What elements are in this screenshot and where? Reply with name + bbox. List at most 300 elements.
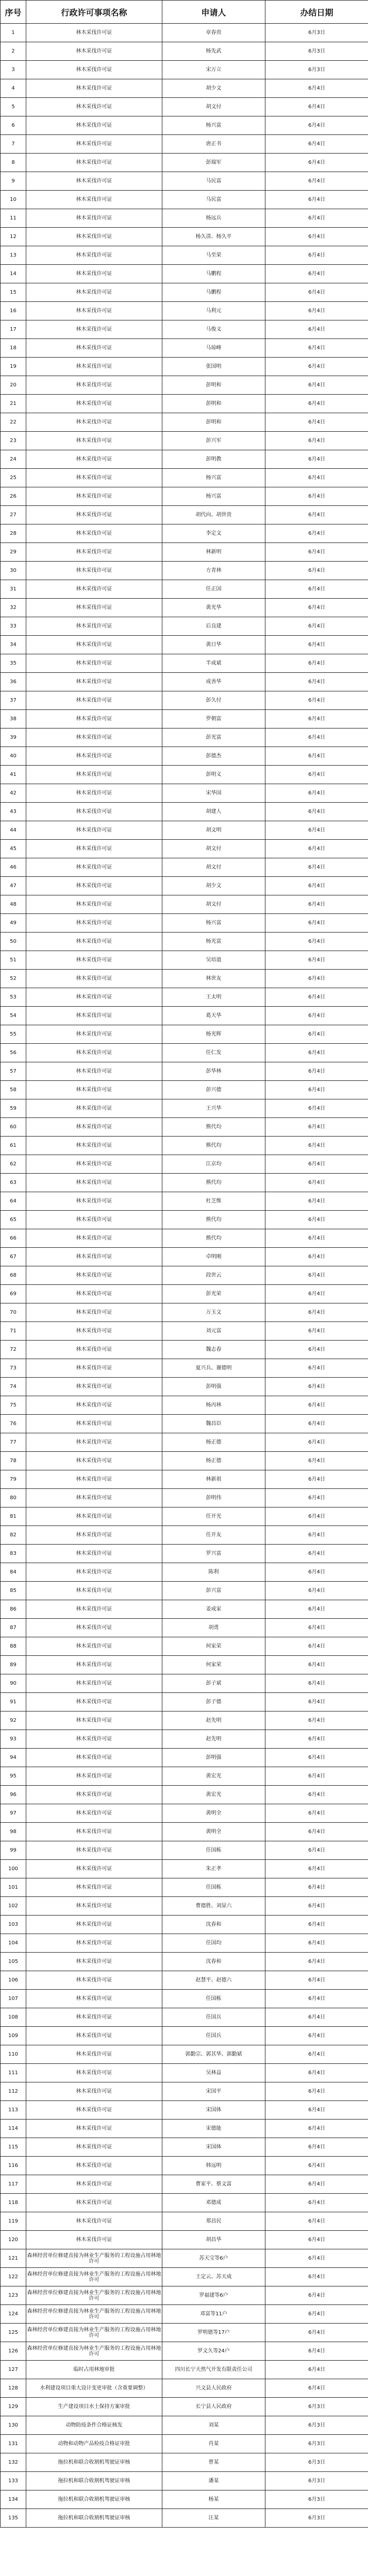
- cell-permit-item: 林木采伐许可证: [26, 1062, 162, 1081]
- cell-permit-item: 林木采伐许可证: [26, 1749, 162, 1767]
- cell-permit-item: 林木采伐许可证: [26, 1730, 162, 1749]
- cell-permit-item: 林木采伐许可证: [26, 988, 162, 1007]
- cell-completion-date: 6月4日: [265, 172, 368, 191]
- cell-permit-item: 林木采伐许可证: [26, 2027, 162, 2045]
- table-row: [1, 2342, 368, 2361]
- cell-completion-date: 6月4日: [265, 1860, 368, 1878]
- cell-completion-date: 6月4日: [265, 413, 368, 432]
- cell-serial-number: 7: [1, 135, 26, 154]
- cell-applicant: 罗文久等24户: [162, 2342, 265, 2361]
- cell-permit-item: 林木采伐许可证: [26, 1693, 162, 1711]
- table-row: [1, 2231, 368, 2249]
- cell-serial-number: 101: [1, 1878, 26, 1897]
- table-row: [1, 1953, 368, 1971]
- table-row: [1, 766, 368, 784]
- cell-serial-number: 125: [1, 2324, 26, 2342]
- table-row: [1, 1656, 368, 1674]
- cell-permit-item: 林木采伐许可证: [26, 1099, 162, 1118]
- cell-applicant: 彭兴军: [162, 432, 265, 450]
- cell-completion-date: 6月4日: [265, 320, 368, 339]
- cell-serial-number: 44: [1, 821, 26, 840]
- cell-completion-date: 6月4日: [265, 840, 368, 858]
- cell-applicant: 胡少文: [162, 79, 265, 98]
- cell-serial-number: 37: [1, 691, 26, 710]
- cell-permit-item: 林木采伐许可证: [26, 2064, 162, 2082]
- cell-completion-date: 6月4日: [265, 2157, 368, 2175]
- cell-serial-number: 133: [1, 2472, 26, 2490]
- cell-applicant: 沈春和: [162, 1916, 265, 1934]
- cell-applicant: 曹德胜、刘显六: [162, 1897, 265, 1916]
- table-row: [1, 914, 368, 933]
- cell-serial-number: 42: [1, 784, 26, 803]
- cell-applicant: 任开光: [162, 1507, 265, 1526]
- table-row: [1, 2509, 368, 2528]
- cell-applicant: 邓德成: [162, 2194, 265, 2212]
- cell-applicant: 胡文付: [162, 98, 265, 116]
- cell-completion-date: 6月4日: [265, 1285, 368, 1303]
- cell-completion-date: 6月4日: [265, 209, 368, 228]
- cell-applicant: 马至荣: [162, 246, 265, 265]
- table-row: [1, 562, 368, 580]
- cell-completion-date: 6月3日: [265, 42, 368, 61]
- cell-completion-date: 6月4日: [265, 1526, 368, 1545]
- cell-permit-item: 林木采伐许可证: [26, 2045, 162, 2064]
- cell-permit-item: 林木采伐许可证: [26, 543, 162, 562]
- cell-completion-date: 6月4日: [265, 970, 368, 988]
- cell-serial-number: 77: [1, 1433, 26, 1452]
- cell-serial-number: 76: [1, 1415, 26, 1433]
- cell-applicant: 彭明和: [162, 376, 265, 395]
- cell-completion-date: 6月4日: [265, 1433, 368, 1452]
- table-row: [1, 1934, 368, 1953]
- cell-completion-date: 6月4日: [265, 2379, 368, 2398]
- cell-applicant: 何家荣: [162, 1656, 265, 1674]
- cell-permit-item: 林木采伐许可证: [26, 98, 162, 116]
- cell-completion-date: 6月3日: [265, 61, 368, 79]
- cell-permit-item: 林木采伐许可证: [26, 933, 162, 951]
- table-row: [1, 1266, 368, 1285]
- cell-serial-number: 130: [1, 2416, 26, 2435]
- cell-completion-date: 6月4日: [265, 2286, 368, 2305]
- cell-permit-item: 森林经营单位修建直接为林业生产服务的工程设施占用林地许可: [26, 2268, 162, 2286]
- cell-serial-number: 63: [1, 1174, 26, 1192]
- cell-completion-date: 6月4日: [265, 98, 368, 116]
- cell-permit-item: 林木采伐许可证: [26, 562, 162, 580]
- cell-applicant: 林新明: [162, 543, 265, 562]
- cell-completion-date: 6月4日: [265, 1693, 368, 1711]
- cell-serial-number: 121: [1, 2249, 26, 2268]
- cell-serial-number: 103: [1, 1916, 26, 1934]
- table-row: [1, 1990, 368, 2008]
- cell-applicant: 熊代均: [162, 1137, 265, 1155]
- table-row: [1, 2027, 368, 2045]
- cell-completion-date: 6月4日: [265, 1359, 368, 1378]
- cell-permit-item: 林木采伐许可证: [26, 1396, 162, 1415]
- cell-completion-date: 6月4日: [265, 1396, 368, 1415]
- cell-completion-date: 6月4日: [265, 691, 368, 710]
- cell-serial-number: 79: [1, 1470, 26, 1489]
- cell-serial-number: 107: [1, 1990, 26, 2008]
- table-row: [1, 283, 368, 302]
- cell-completion-date: 6月4日: [265, 1007, 368, 1025]
- cell-applicant: 任国兵: [162, 2008, 265, 2027]
- cell-permit-item: 拖拉机和联合收割机驾驶证审核: [26, 2472, 162, 2490]
- cell-applicant: 马鹏程: [162, 265, 265, 283]
- cell-permit-item: 林木采伐许可证: [26, 2120, 162, 2138]
- cell-permit-item: 林木采伐许可证: [26, 61, 162, 79]
- cell-completion-date: 6月4日: [265, 1619, 368, 1637]
- cell-serial-number: 95: [1, 1767, 26, 1786]
- cell-completion-date: 6月4日: [265, 2101, 368, 2120]
- cell-permit-item: 林木采伐许可证: [26, 858, 162, 877]
- cell-serial-number: 3: [1, 61, 26, 79]
- cell-applicant: 黄宏光: [162, 1767, 265, 1786]
- table-row: [1, 395, 368, 413]
- table-row: [1, 710, 368, 728]
- table-row: [1, 2175, 368, 2194]
- header-completion-date: 办结日期: [265, 1, 368, 24]
- cell-serial-number: 58: [1, 1081, 26, 1099]
- cell-permit-item: 林木采伐许可证: [26, 450, 162, 469]
- cell-serial-number: 110: [1, 2045, 26, 2064]
- cell-permit-item: 林木采伐许可证: [26, 1452, 162, 1470]
- cell-applicant: 彭华林: [162, 1062, 265, 1081]
- table-row: [1, 487, 368, 506]
- cell-completion-date: 6月4日: [265, 1767, 368, 1786]
- cell-applicant: 汪某: [162, 2509, 265, 2528]
- cell-permit-item: 林木采伐许可证: [26, 2101, 162, 2120]
- cell-completion-date: 6月4日: [265, 1563, 368, 1582]
- table-row: [1, 1099, 368, 1118]
- cell-applicant: 郭勤宗、郭其华、郭勤斌: [162, 2045, 265, 2064]
- table-row: [1, 1452, 368, 1470]
- table-row: [1, 1786, 368, 1804]
- cell-applicant: 彭明强: [162, 1749, 265, 1767]
- table-row: [1, 1155, 368, 1174]
- cell-completion-date: 6月4日: [265, 1582, 368, 1600]
- cell-applicant: 宋华国: [162, 784, 265, 803]
- cell-permit-item: 林木采伐许可证: [26, 1563, 162, 1582]
- table-row: [1, 2416, 368, 2435]
- cell-permit-item: 林木采伐许可证: [26, 654, 162, 673]
- cell-permit-item: 林木采伐许可证: [26, 432, 162, 450]
- table-row: [1, 691, 368, 710]
- cell-serial-number: 85: [1, 1582, 26, 1600]
- cell-completion-date: 6月4日: [265, 784, 368, 803]
- cell-serial-number: 16: [1, 302, 26, 320]
- cell-applicant: 彭明和: [162, 395, 265, 413]
- cell-completion-date: 6月4日: [265, 2305, 368, 2324]
- cell-completion-date: 6月4日: [265, 1174, 368, 1192]
- cell-applicant: 胡代向、胡世贵: [162, 506, 265, 524]
- cell-completion-date: 6月4日: [265, 543, 368, 562]
- cell-completion-date: 6月4日: [265, 1804, 368, 1823]
- cell-applicant: 黄明全: [162, 1804, 265, 1823]
- cell-completion-date: 6月4日: [265, 1878, 368, 1897]
- cell-serial-number: 109: [1, 2027, 26, 2045]
- cell-permit-item: 林木采伐许可证: [26, 821, 162, 840]
- cell-serial-number: 14: [1, 265, 26, 283]
- cell-completion-date: 6月4日: [265, 246, 368, 265]
- table-row: [1, 1804, 368, 1823]
- cell-completion-date: 6月4日: [265, 1155, 368, 1174]
- cell-completion-date: 6月4日: [265, 2268, 368, 2286]
- cell-serial-number: 74: [1, 1378, 26, 1396]
- cell-completion-date: 6月4日: [265, 1711, 368, 1730]
- cell-serial-number: 115: [1, 2138, 26, 2157]
- cell-completion-date: 6月4日: [265, 654, 368, 673]
- cell-completion-date: 6月4日: [265, 1266, 368, 1285]
- table-row: [1, 154, 368, 172]
- table-row: [1, 1749, 368, 1767]
- cell-completion-date: 6月4日: [265, 116, 368, 135]
- table-row: [1, 1489, 368, 1507]
- cell-serial-number: 41: [1, 766, 26, 784]
- cell-permit-item: 林木采伐许可证: [26, 1582, 162, 1600]
- cell-completion-date: 6月4日: [265, 933, 368, 951]
- cell-applicant: 魏志春: [162, 1341, 265, 1359]
- table-row: [1, 1637, 368, 1656]
- cell-serial-number: 105: [1, 1953, 26, 1971]
- cell-applicant: 彭光荣: [162, 1285, 265, 1303]
- cell-serial-number: 60: [1, 1118, 26, 1137]
- cell-completion-date: 6月4日: [265, 1897, 368, 1916]
- cell-applicant: 王兴华: [162, 1099, 265, 1118]
- cell-applicant: 杨先武: [162, 42, 265, 61]
- table-row: [1, 2212, 368, 2231]
- table-row: [1, 209, 368, 228]
- cell-applicant: 彭兴德: [162, 1081, 265, 1099]
- cell-permit-item: 林木采伐许可证: [26, 1934, 162, 1953]
- cell-permit-item: 林木采伐许可证: [26, 1990, 162, 2008]
- cell-permit-item: 林木采伐许可证: [26, 617, 162, 636]
- cell-permit-item: 林木采伐许可证: [26, 1248, 162, 1266]
- table-row: [1, 1137, 368, 1155]
- cell-serial-number: 23: [1, 432, 26, 450]
- cell-completion-date: 6月4日: [265, 2361, 368, 2379]
- cell-permit-item: 林木采伐许可证: [26, 265, 162, 283]
- cell-permit-item: 林木采伐许可证: [26, 599, 162, 617]
- table-row: [1, 1971, 368, 1990]
- cell-completion-date: 6月4日: [265, 432, 368, 450]
- cell-completion-date: 6月4日: [265, 1062, 368, 1081]
- cell-applicant: 段世云: [162, 1266, 265, 1285]
- table-row: [1, 2286, 368, 2305]
- cell-serial-number: 78: [1, 1452, 26, 1470]
- cell-completion-date: 6月4日: [265, 450, 368, 469]
- cell-completion-date: 6月4日: [265, 1749, 368, 1767]
- cell-serial-number: 45: [1, 840, 26, 858]
- cell-completion-date: 6月3日: [265, 2490, 368, 2509]
- cell-applicant: 卓明刚: [162, 1248, 265, 1266]
- cell-completion-date: 6月4日: [265, 1025, 368, 1044]
- cell-applicant: 胡文明: [162, 821, 265, 840]
- table-row: [1, 1841, 368, 1860]
- cell-serial-number: 118: [1, 2194, 26, 2212]
- cell-applicant: 邓富等11户: [162, 2305, 265, 2324]
- cell-completion-date: 6月4日: [265, 1916, 368, 1934]
- cell-permit-item: 森林经营单位修建直接为林业生产服务的工程设施占用林地许可: [26, 2249, 162, 2268]
- cell-applicant: 唐正书: [162, 135, 265, 154]
- cell-completion-date: 6月4日: [265, 2212, 368, 2231]
- cell-permit-item: 林木采伐许可证: [26, 1081, 162, 1099]
- table-row: [1, 1433, 368, 1452]
- cell-applicant: 杨丙林: [162, 1396, 265, 1415]
- cell-serial-number: 49: [1, 914, 26, 933]
- cell-completion-date: 6月4日: [265, 747, 368, 766]
- cell-serial-number: 32: [1, 599, 26, 617]
- cell-applicant: 罗朝富: [162, 710, 265, 728]
- cell-applicant: 葛天华: [162, 1007, 265, 1025]
- cell-completion-date: 6月4日: [265, 1489, 368, 1507]
- table-row: [1, 1118, 368, 1137]
- cell-serial-number: 12: [1, 228, 26, 246]
- table-row: [1, 1192, 368, 1211]
- cell-applicant: 肖某: [162, 2435, 265, 2453]
- cell-completion-date: 6月4日: [265, 1971, 368, 1990]
- table-row: [1, 1693, 368, 1711]
- cell-permit-item: 林木采伐许可证: [26, 691, 162, 710]
- cell-permit-item: 林木采伐许可证: [26, 580, 162, 599]
- table-row: [1, 2082, 368, 2101]
- cell-completion-date: 6月4日: [265, 1786, 368, 1804]
- cell-completion-date: 6月4日: [265, 599, 368, 617]
- table-row: [1, 1248, 368, 1266]
- cell-permit-item: 森林经营单位修建直接为林业生产服务的工程设施占用林地许可: [26, 2286, 162, 2305]
- cell-applicant: 黄光华: [162, 599, 265, 617]
- cell-applicant: 万玉文: [162, 1303, 265, 1322]
- cell-serial-number: 43: [1, 803, 26, 821]
- table-row: [1, 2138, 368, 2157]
- cell-serial-number: 24: [1, 450, 26, 469]
- table-row: [1, 1007, 368, 1025]
- table-row: [1, 450, 368, 469]
- cell-serial-number: 135: [1, 2509, 26, 2528]
- cell-applicant: 郑昌民: [162, 2212, 265, 2231]
- cell-applicant: 马琼峰: [162, 339, 265, 358]
- cell-permit-item: 林木采伐许可证: [26, 2008, 162, 2027]
- cell-serial-number: 98: [1, 1823, 26, 1841]
- cell-serial-number: 26: [1, 487, 26, 506]
- cell-permit-item: 动物防疫条件合格证核发: [26, 2416, 162, 2435]
- cell-permit-item: 林木采伐许可证: [26, 1211, 162, 1229]
- cell-serial-number: 112: [1, 2082, 26, 2101]
- cell-applicant: 杜芝维: [162, 1192, 265, 1211]
- cell-permit-item: 林木采伐许可证: [26, 1953, 162, 1971]
- cell-completion-date: 6月4日: [265, 877, 368, 895]
- table-row: [1, 1229, 368, 1248]
- table-row: [1, 543, 368, 562]
- cell-applicant: 彭明教: [162, 450, 265, 469]
- cell-completion-date: 6月3日: [265, 2453, 368, 2472]
- table-row: [1, 1359, 368, 1378]
- table-row: [1, 1730, 368, 1749]
- cell-serial-number: 117: [1, 2175, 26, 2194]
- table-row: [1, 61, 368, 79]
- cell-completion-date: 6月4日: [265, 2249, 368, 2268]
- table-row: [1, 951, 368, 970]
- cell-applicant: 宋德能: [162, 2120, 265, 2138]
- cell-serial-number: 96: [1, 1786, 26, 1804]
- cell-completion-date: 6月4日: [265, 1953, 368, 1971]
- cell-permit-item: 林木采伐许可证: [26, 1674, 162, 1693]
- cell-serial-number: 57: [1, 1062, 26, 1081]
- cell-serial-number: 100: [1, 1860, 26, 1878]
- cell-permit-item: 林木采伐许可证: [26, 1415, 162, 1433]
- table-row: [1, 1211, 368, 1229]
- table-row: [1, 1860, 368, 1878]
- table-row: [1, 580, 368, 599]
- table-row: [1, 2472, 368, 2490]
- table-row: [1, 2398, 368, 2416]
- cell-permit-item: 动物和动物产品检疫合格证审批: [26, 2435, 162, 2453]
- cell-serial-number: 18: [1, 339, 26, 358]
- cell-completion-date: 6月4日: [265, 1934, 368, 1953]
- cell-applicant: 胡少文: [162, 877, 265, 895]
- cell-serial-number: 87: [1, 1619, 26, 1637]
- cell-completion-date: 6月4日: [265, 506, 368, 524]
- table-row: [1, 1823, 368, 1841]
- cell-applicant: 曹家平、蔡文富: [162, 2175, 265, 2194]
- table-row: [1, 933, 368, 951]
- table-row: [1, 246, 368, 265]
- cell-serial-number: 131: [1, 2435, 26, 2453]
- header-serial-number: 序号: [1, 1, 26, 24]
- cell-applicant: 林新祖: [162, 1470, 265, 1489]
- table-row: [1, 172, 368, 191]
- table-row: [1, 1600, 368, 1619]
- cell-completion-date: 6月4日: [265, 2120, 368, 2138]
- cell-completion-date: 6月4日: [265, 2064, 368, 2082]
- cell-applicant: 熊代均: [162, 1118, 265, 1137]
- table-row: [1, 2157, 368, 2175]
- cell-completion-date: 6月4日: [265, 1730, 368, 1749]
- cell-applicant: 彭明和: [162, 413, 265, 432]
- cell-serial-number: 129: [1, 2398, 26, 2416]
- cell-permit-item: 林木采伐许可证: [26, 1192, 162, 1211]
- cell-applicant: 黄日华: [162, 636, 265, 654]
- cell-completion-date: 6月4日: [265, 2342, 368, 2361]
- cell-completion-date: 6月4日: [265, 2175, 368, 2194]
- cell-serial-number: 64: [1, 1192, 26, 1211]
- cell-applicant: 杨光富: [162, 933, 265, 951]
- cell-applicant: 胡勇: [162, 1619, 265, 1637]
- cell-applicant: 吴林益: [162, 2064, 265, 2082]
- table-row: [1, 524, 368, 543]
- cell-completion-date: 6月4日: [265, 2082, 368, 2101]
- cell-serial-number: 59: [1, 1099, 26, 1118]
- table-row: [1, 302, 368, 320]
- cell-applicant: 马利元: [162, 302, 265, 320]
- cell-permit-item: 森林经营单位修建直接为林业生产服务的工程设施占用林地许可: [26, 2305, 162, 2324]
- cell-completion-date: 6月4日: [265, 191, 368, 209]
- table-row: [1, 2064, 368, 2082]
- cell-serial-number: 93: [1, 1730, 26, 1749]
- cell-applicant: 李定文: [162, 524, 265, 543]
- cell-permit-item: 林木采伐许可证: [26, 2138, 162, 2157]
- cell-applicant: 宋国体: [162, 2138, 265, 2157]
- cell-completion-date: 6月3日: [265, 2398, 368, 2416]
- cell-applicant: 彭光富: [162, 728, 265, 747]
- cell-applicant: 苏天宝等6户: [162, 2249, 265, 2268]
- cell-completion-date: 6月4日: [265, 154, 368, 172]
- cell-completion-date: 6月4日: [265, 265, 368, 283]
- table-row: [1, 728, 368, 747]
- cell-permit-item: 林木采伐许可证: [26, 1007, 162, 1025]
- cell-permit-item: 林木采伐许可证: [26, 228, 162, 246]
- cell-applicant: 任仁发: [162, 1044, 265, 1062]
- cell-serial-number: 4: [1, 79, 26, 98]
